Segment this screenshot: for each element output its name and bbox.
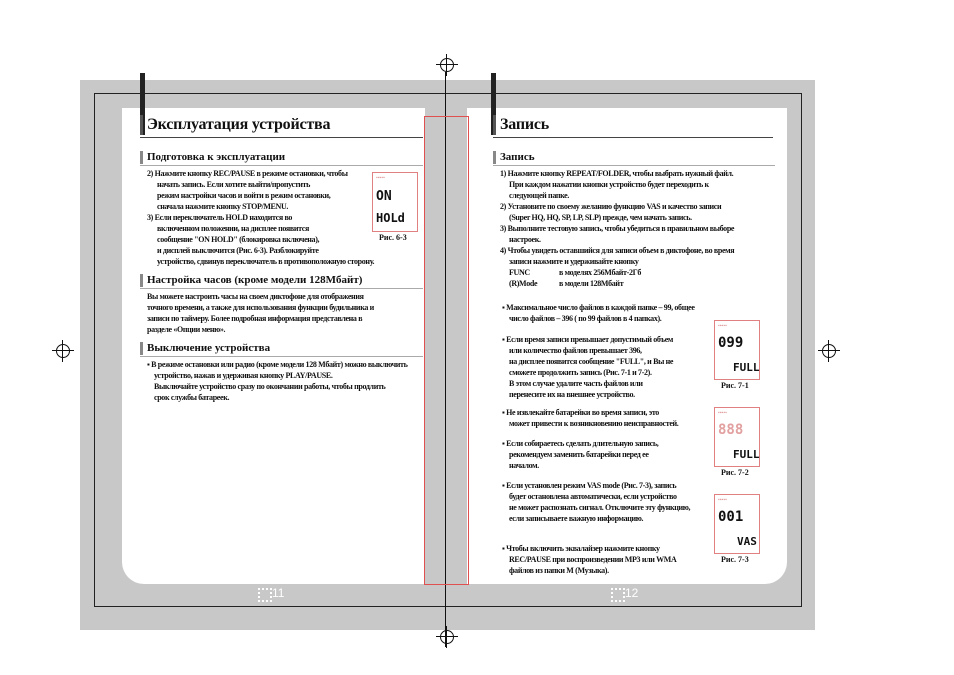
text-line: Вы можете настроить часы на своем диктофоне для отображения [147,292,364,301]
text-line-content: Не извлекайте батарейки во время записи, это [506,408,659,417]
text-line-content: В режиме остановки или радио (кроме модели 128 Мбайт) можно выключить [151,360,408,369]
func-value: в моделях 256Мбайт-2Гб [559,268,641,277]
text-line: ▪ Максимальное число файлов в каждой папке – 99, общее [502,303,695,312]
registration-mark-top [436,54,458,76]
text-line: 1) Нажмите кнопку REPEAT/FOLDER, чтобы выбрать нужный файл. [500,169,734,178]
section-heading-clock: Настройка часов (кроме модели 128Мбайт) [147,274,363,286]
text-line-content: Максимальное число файлов в каждой папке – 99, общее [506,303,695,312]
record-steps [500,168,785,289]
section-heading-record: Запись [500,151,535,163]
section-marker [140,274,143,287]
func-value: в модели 128Мбайт [559,279,624,288]
text-line: настроек. [509,235,541,244]
text-line: сначала нажмите кнопку STOP/MENU. [157,202,289,211]
text-line: включенном положении, на дисплее появится [157,224,309,233]
section-rule [140,356,423,357]
section-power-off-text [147,359,429,403]
text-line: или количество файлов превышает 396, [509,346,642,355]
section-heading-prep: Подготовка к эксплуатации [147,151,286,163]
text-line: ▪ Если установлен режим VAS mode (Рис. 7-3), запись [502,481,677,490]
text-line: При каждом нажатии кнопки устройство будет переходить к [509,180,709,189]
page-number-right: 12 [625,586,639,600]
text-line: 3) Если переключатель HOLD находится во [147,213,293,222]
text-line: 3) Выполните тестовую запись, чтобы убедиться в правильном выборе [500,224,735,233]
bullet-item [502,543,712,576]
section-rule [140,165,423,166]
text-line: сообщение "ON HOLD" (блокировка включена), [157,235,320,244]
text-line: начать запись. Если хотите выйти/пропустить [157,180,311,189]
text-line: ▪ Если время записи превышает допустимый объем [502,335,673,344]
right-title-rule [493,137,773,138]
lcd-line-1: 001 [718,509,744,525]
text-line-content: Если установлен режим VAS mode (Рис. 7-3), запись [506,481,677,490]
section-marker [140,342,143,355]
func-row [500,267,785,278]
text-line: точного времени, а также для использования функции будильника и [147,303,374,312]
section-rule [140,288,423,289]
text-line: срок службы батареек. [154,393,230,402]
text-line: не может распознать сигнал. Отключите эту функцию, [509,503,691,512]
text-line: ▪ Если собираетесь сделать длительную запись, [502,439,659,448]
text-line: 4) Чтобы увидеть оставшийся для записи объем в диктофоне, во время [500,246,735,255]
section-clock-text [147,291,427,335]
text-line: В этом случае удалите часть файлов или [509,379,643,388]
lcd-line-2: VAS [737,535,757,548]
func-key: FUNC [509,268,530,277]
bullet-item [502,334,712,400]
lcd-line-1: ON [376,189,392,204]
left-title-rule [140,137,423,138]
lcd-display-figure [714,494,760,554]
page-number-icon [611,588,625,602]
lcd-display-figure [714,407,760,467]
text-line: записи по таймеру. Более подробная информация представлена в [147,314,363,323]
figure-caption: Рис. 7-3 [721,555,749,564]
lcd-display-figure [714,320,760,380]
lcd-indicator-icons: ▪▪▪▪▪ [376,176,385,181]
registration-mark-left [52,340,74,362]
func-key: (R)Mode [509,279,538,288]
text-line: число файлов – 396 ( по 99 файлов в 4 папках). [509,314,662,323]
text-line: устройство, нажав и удерживая кнопку PLAY/PAUSE. [154,371,333,380]
text-line: устройство, сдвинув переключатель в противоположную сторону. [157,257,375,266]
section-marker [493,151,496,164]
section-marker [140,151,143,164]
text-line: сможете продолжить запись (Рис. 7-1 и 7-2). [509,368,652,377]
text-line: началом. [509,461,539,470]
text-line-content: Чтобы включить эквалайзер нажмите кнопку [506,544,660,553]
right-title-marker [493,115,496,135]
text-line: записи нажмите и удерживайте кнопку [509,257,639,266]
lcd-line-1: 888 [718,422,744,438]
text-line: Выключайте устройство сразу по окончании работы, чтобы продлить [154,382,386,391]
left-title-marker [140,115,143,135]
text-line: следующей папке. [509,191,570,200]
figure-caption: Рис. 7-2 [721,468,749,477]
section-rule [493,165,775,166]
registration-mark-right [818,340,840,362]
right-page-title: Запись [500,116,550,133]
text-line: REC/PAUSE при воспроизведении MP3 или WMA [509,555,677,564]
text-line: 2) Установите по своему желанию функцию VAS и качество записи [500,202,722,211]
lcd-indicator-icons: ▪▪▪▪▪ [718,498,727,503]
text-line: рекомендуем заменить батарейки перед ее [509,450,649,459]
text-line: ▪ В режиме остановки или радио (кроме модели 128 Мбайт) можно выключить [147,360,408,369]
text-line: ▪ Чтобы включить эквалайзер нажмите кнопку [502,544,660,553]
lcd-indicator-icons: ▪▪▪▪▪ [718,411,727,416]
left-page-title: Эксплуатация устройства [147,116,331,133]
text-line: режим настройки часов и войти в режим остановки, [157,191,331,200]
text-line: на дисплее появится сообщение "FULL", и Вы не [509,357,674,366]
page-number-icon [258,588,272,602]
lcd-display-figure [372,172,418,232]
text-line: (Super HQ, HQ, SP, LP, SLP) прежде, чем начать запись. [509,213,692,222]
text-line-content: Если собираетесь сделать длительную запись, [506,439,659,448]
text-line-content: Если время записи превышает допустимый объем [506,335,673,344]
page-number-left: 11 [272,586,285,600]
text-line: ▪ Не извлекайте батарейки во время записи, это [502,408,659,417]
figure-caption: Рис. 6-3 [379,233,407,242]
text-line: и дисплей выключится (Рис. 6-3). Разблокируйте [157,246,319,255]
lcd-line-1: 099 [718,335,744,351]
bullet-item [502,438,712,471]
bullet-item [502,480,714,524]
text-line: может привести к возникновению неисправностей. [509,419,679,428]
text-line: разделе «Опции меню». [147,325,226,334]
bullet-item [502,407,712,429]
registration-mark-bottom [436,626,458,648]
text-line: 2) Нажмите кнопку REC/PAUSE в режиме остановки, чтобы [147,169,348,178]
func-row [500,278,785,289]
lcd-indicator-icons: ▪▪▪▪▪ [718,324,727,329]
text-line: если записываете важную информацию. [509,514,644,523]
figure-caption: Рис. 7-1 [721,381,749,390]
section-heading-power-off: Выключение устройства [147,342,271,354]
lcd-line-2: FULL [733,361,760,374]
lcd-line-2: HOLd [376,211,405,225]
text-line: файлов из папки M (Музыка). [509,566,609,575]
spine-guide [424,116,469,585]
text-line: перенесите их на внешнее устройство. [509,390,635,399]
lcd-line-2: FULL [733,448,760,461]
bullet-item [502,302,712,324]
text-line: будет остановлена автоматически, если устройство [509,492,677,501]
